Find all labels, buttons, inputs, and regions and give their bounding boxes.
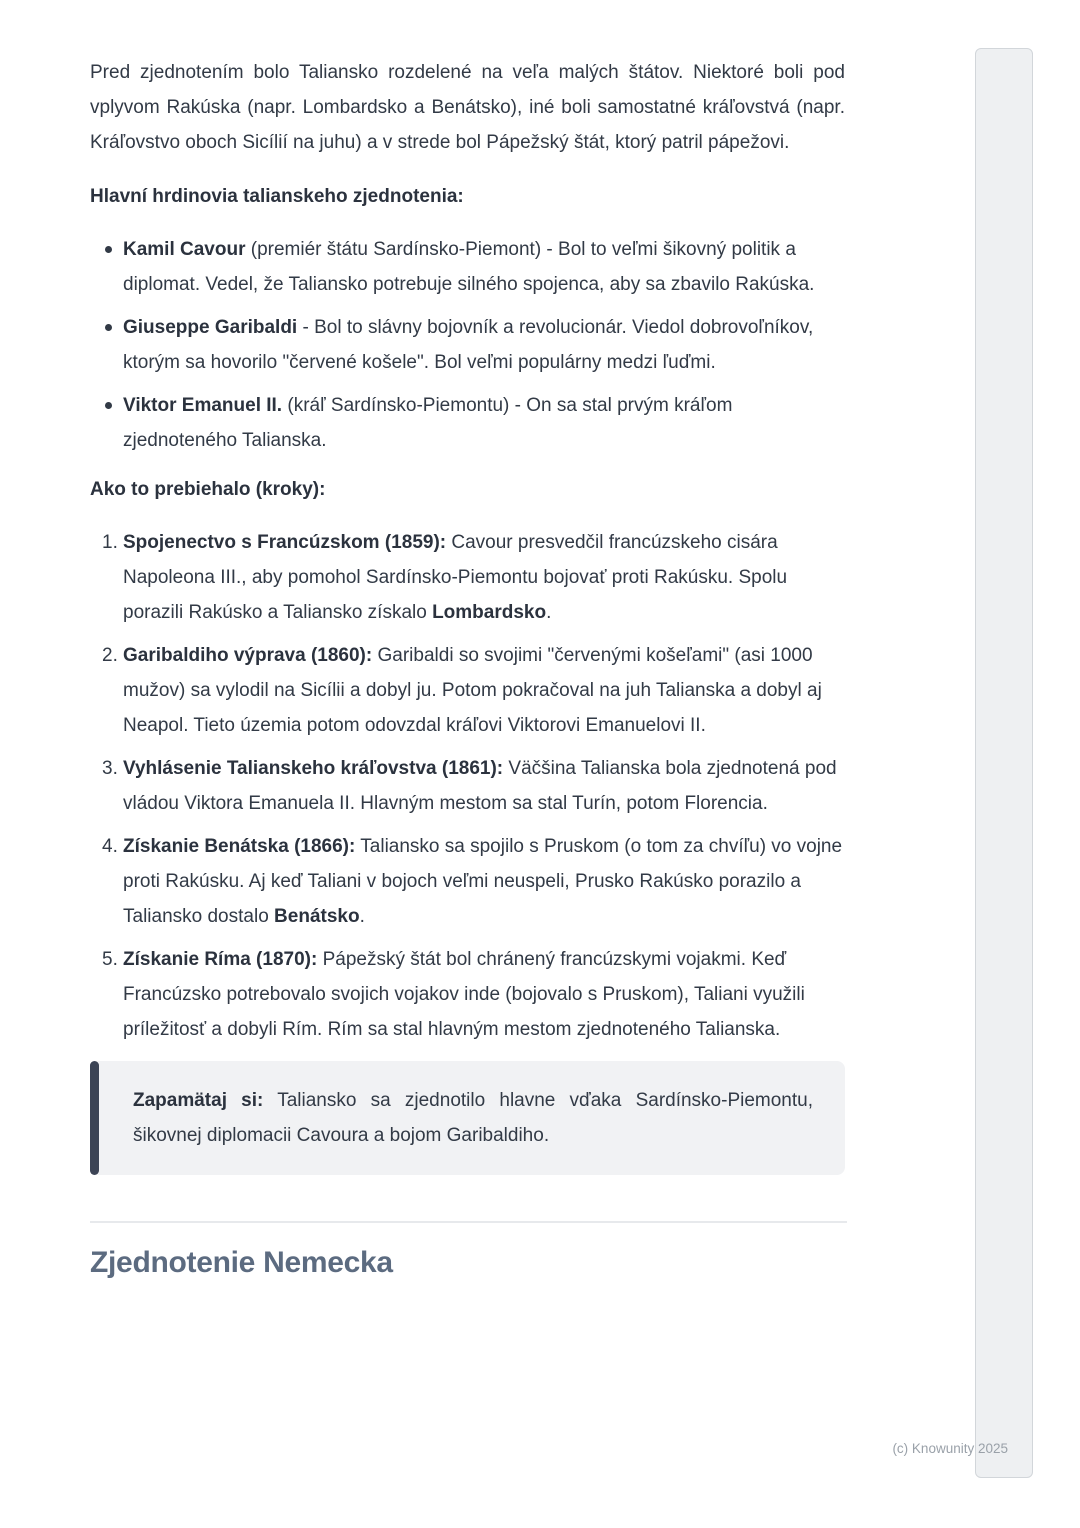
- hero-description: (kráľ Sardínsko-Piemontu) - On sa stal prvým kráľom zjednoteného Talianska.: [123, 395, 733, 451]
- copyright-watermark: (c) Knowunity 2025: [892, 1441, 1008, 1456]
- step-title: Vyhlásenie Talianskeho kráľovstva (1861):: [123, 758, 504, 779]
- step-number: 3.: [102, 758, 118, 779]
- step-bold-term: Lombardsko: [432, 602, 547, 623]
- bullet-icon: [105, 246, 112, 253]
- list-item: [90, 638, 845, 743]
- step-text: Garibaldi so svojimi "červenými košeľami" (asi 1000 mužov) sa vylodil na Sicílii a dobyl ju. Potom pokračoval na juh Talianska a dobyl aj Neapol. Tieto územia potom odovzdal kráľovi Viktorovi Emanuelovi II.: [123, 645, 822, 736]
- section-divider: [90, 1221, 847, 1223]
- document-page: [90, 55, 845, 1281]
- hero-name: Giuseppe Garibaldi: [123, 317, 298, 338]
- hero-name: Viktor Emanuel II.: [123, 395, 283, 416]
- list-item: [90, 310, 845, 380]
- step-title: Spojenectvo s Francúzskom (1859):: [123, 532, 447, 553]
- step-text: Taliansko sa spojilo s Pruskom (o tom za chvíľu) vo vojne proti Rakúsku. Aj keď Taliani v bojoch veľmi neuspeli, Prusko Rakúsko porazilo a Taliansko dostalo: [123, 836, 843, 927]
- step-bold-term: Benátsko: [274, 906, 360, 927]
- hero-name: Kamil Cavour: [123, 239, 246, 260]
- step-text: Cavour presvedčil francúzskeho cisára Napoleona III., aby pomohol Sardínsko-Piemontu bojovať proti Rakúsku. Spolu porazili Rakúsko a Taliansko získalo: [123, 532, 788, 623]
- bullet-icon: [105, 402, 112, 409]
- step-number: 5.: [102, 949, 118, 970]
- step-text: Pápežský štát bol chránený francúzskymi vojakmi. Keď Francúzsko potrebovalo svojich vojakov inde (bojovalo s Pruskom), Taliani využili príležitosť a dobyli Rím. Rím sa stal hlavným mestom zjednoteného Talianska.: [123, 949, 805, 1040]
- step-text: Väčšina Talianska bola zjednotená pod vládou Viktora Emanuela II. Hlavným mestom sa stal Turín, potom Florencia.: [123, 758, 837, 814]
- step-number: 4.: [102, 836, 118, 857]
- hero-description: - Bol to slávny bojovník a revolucionár. Viedol dobrovoľníkov, ktorým sa hovorilo "červené košele". Bol veľmi populárny medzi ľuďmi.: [123, 317, 814, 373]
- step-number: 1.: [102, 532, 118, 553]
- step-text-tail: .: [546, 602, 552, 623]
- list-item: [90, 525, 845, 630]
- step-title: Získanie Ríma (1870):: [123, 949, 318, 970]
- heroes-list: [90, 232, 845, 458]
- list-item: [90, 829, 845, 934]
- next-chapter-heading: Zjednotenie Nemecka: [90, 1246, 393, 1279]
- step-title: Garibaldiho výprava (1860):: [123, 645, 373, 666]
- steps-heading: Ako to prebiehalo (kroky):: [90, 479, 326, 500]
- heroes-heading: Hlavní hrdinovia talianskeho zjednotenia:: [90, 186, 464, 207]
- step-title: Získanie Benátska (1866):: [123, 836, 356, 857]
- callout-box: [90, 1061, 845, 1175]
- callout-text: [133, 1083, 813, 1153]
- steps-list: [90, 525, 845, 1047]
- hero-description: (premiér štátu Sardínsko-Piemont) - Bol to veľmi šikovný politik a diplomat. Vedel, že Taliansko potrebuje silného spojenca, aby sa zbavilo Rakúska.: [123, 239, 815, 295]
- callout-body: Taliansko sa zjednotilo hlavne vďaka Sardínsko-Piemontu, šikovnej diplomacii Cavoura a bojom Garibaldiho.: [133, 1090, 813, 1146]
- callout-accent-bar: [90, 1061, 99, 1175]
- step-number: 2.: [102, 645, 118, 666]
- list-item: [90, 232, 845, 302]
- list-item: [90, 942, 845, 1047]
- list-item: [90, 388, 845, 458]
- callout-label: Zapamätaj si:: [133, 1090, 264, 1111]
- intro-paragraph: Pred zjednotením bolo Taliansko rozdelené na veľa malých štátov. Niektoré boli pod vplyvom Rakúska (napr. Lombardsko a Benátsko), iné boli samostatné kráľovstvá (napr. Kráľovstvo oboch Sicílií na juhu) a v strede bol Pápežský štát, ktorý patril pápežovi.: [90, 62, 845, 153]
- scrollbar-track[interactable]: [975, 48, 1033, 1478]
- step-text-tail: .: [359, 906, 365, 927]
- list-item: [90, 751, 845, 821]
- bullet-icon: [105, 324, 112, 331]
